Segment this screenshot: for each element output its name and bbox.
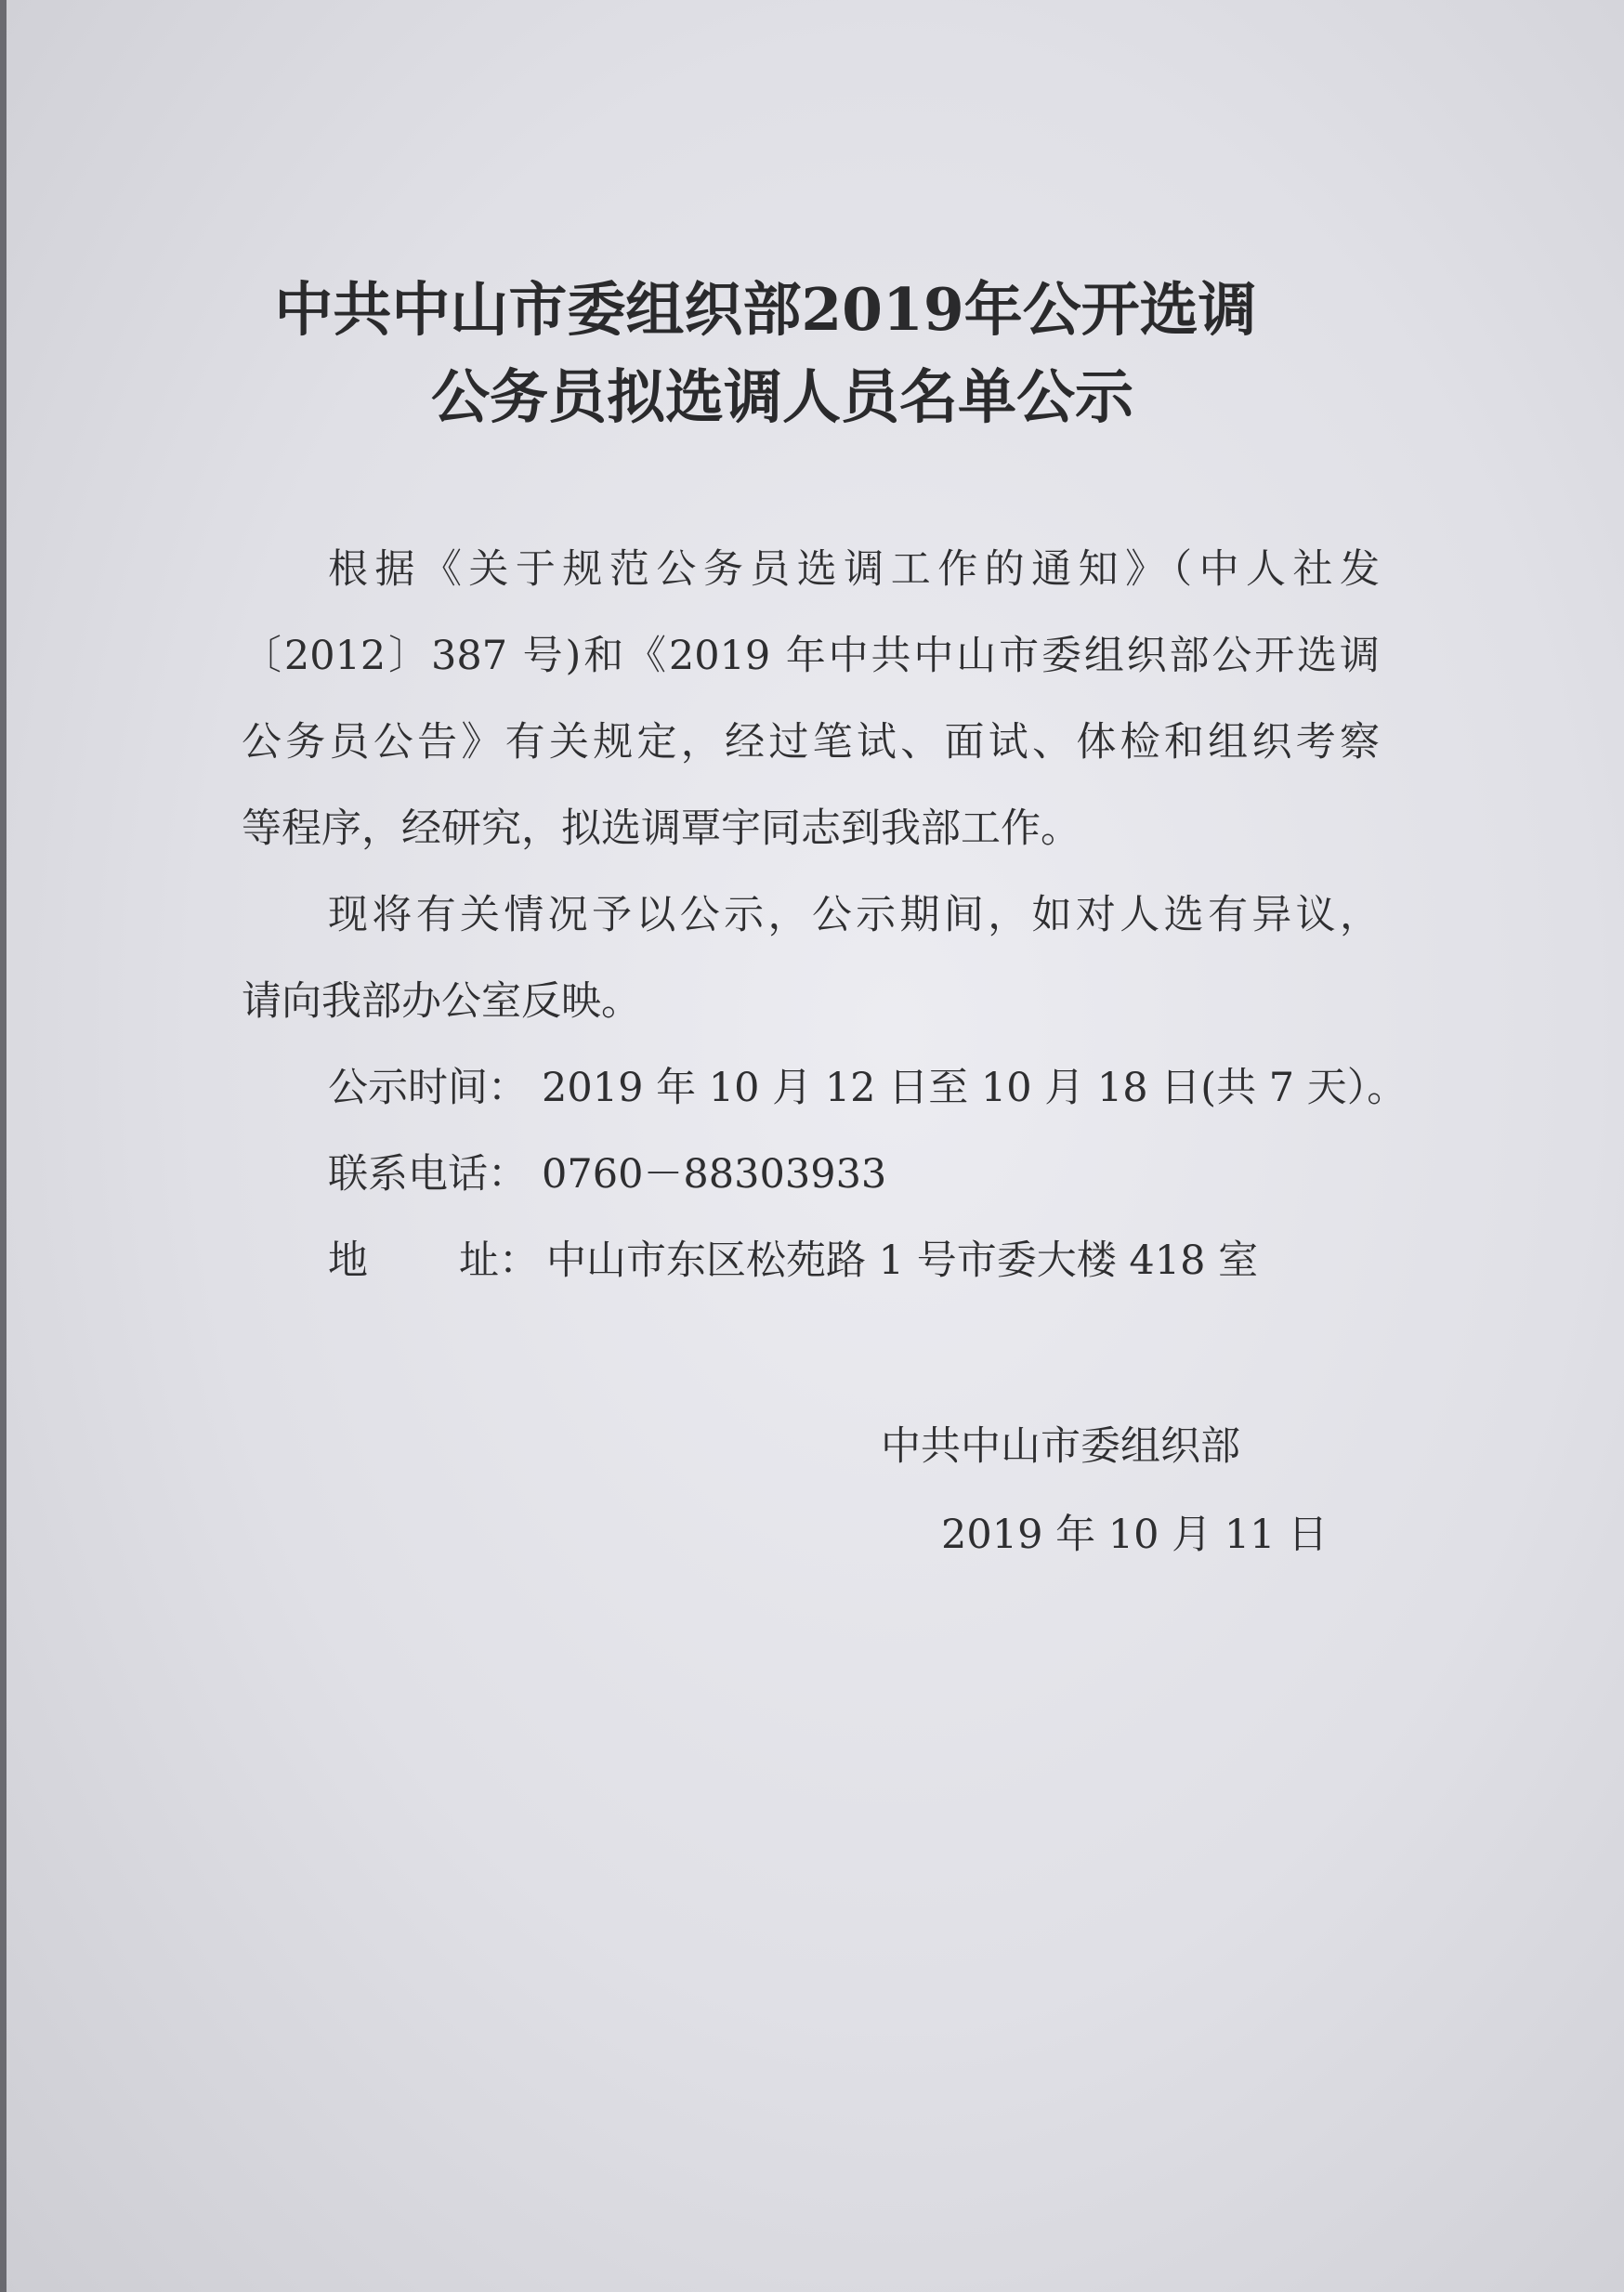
paragraph2-line2: 请向我部办公室反映。 [242, 978, 641, 1025]
scan-edge [0, 0, 7, 2292]
paragraph1-line3: 公务员公告》有关规定，经过笔试、面试、体检和组织考察 [242, 719, 1380, 766]
document-title-line2: 公务员拟选调人员名单公示 [431, 362, 1133, 431]
signature-organization: 中共中山市委组织部 [881, 1423, 1240, 1470]
signature-date: 2019 年 10 月 11 日 [941, 1512, 1329, 1558]
period-value: 2019 年 10 月 12 日至 10 月 18 日(共 7 天）。 [542, 1065, 1408, 1111]
paragraph1-line1: 根据《关于规范公务员选调工作的通知》（中人社发 [328, 546, 1380, 593]
paragraph1-line4: 等程序，经研究，拟选调覃宇同志到我部工作。 [242, 805, 1080, 852]
phone-label: 联系电话： [328, 1151, 528, 1198]
paragraph1-line2: 〔2012〕387 号)和《2019 年中共中山市委组织部公开选调 [242, 633, 1380, 679]
period-label: 公示时间： [328, 1065, 528, 1111]
paragraph2-line1: 现将有关情况予以公示，公示期间，如对人选有异议， [328, 892, 1380, 938]
address-label-part1: 地 [328, 1238, 368, 1284]
address-label-part2: 址： [459, 1238, 539, 1284]
address-value: 中山市东区松苑路 1 号市委大楼 418 室 [546, 1238, 1259, 1284]
phone-value: 0760－88303933 [542, 1151, 887, 1198]
document-title-line1: 中共中山市委组织部2019年公开选调 [274, 275, 1257, 344]
